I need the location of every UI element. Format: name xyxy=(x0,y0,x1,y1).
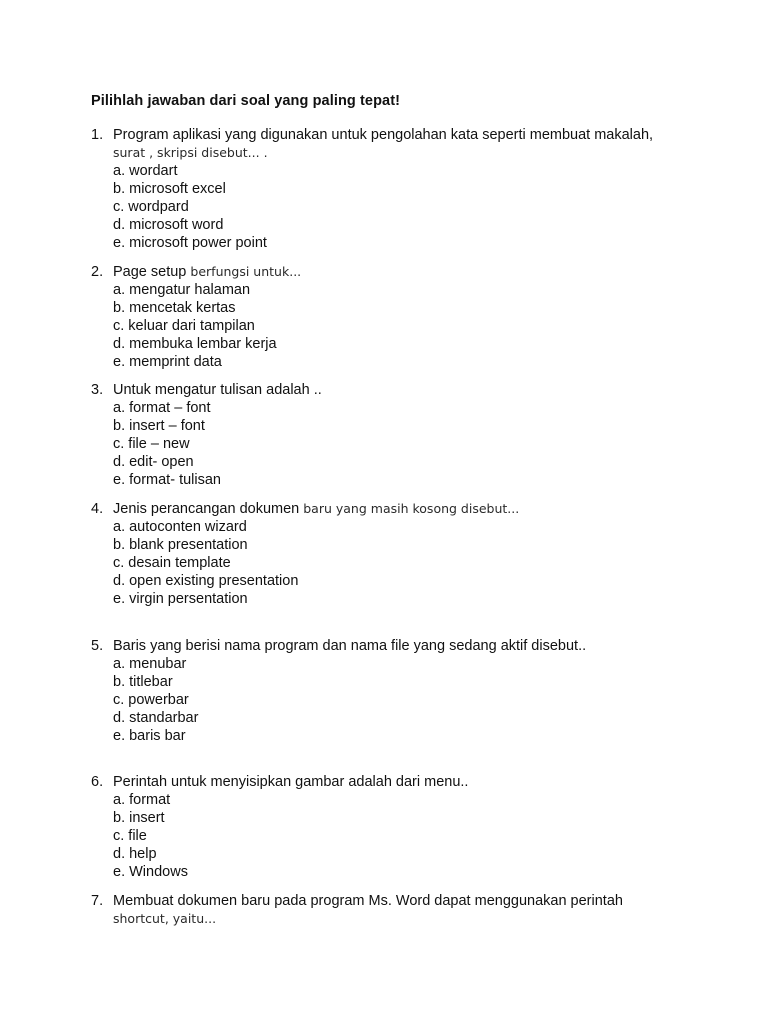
option-list xyxy=(91,791,711,881)
question-7 xyxy=(91,892,711,928)
option-b: b. microsoft excel xyxy=(113,181,226,197)
option-c: c. keluar dari tampilan xyxy=(113,318,255,334)
option-a: a. format – font xyxy=(113,400,211,416)
option-list xyxy=(91,281,711,371)
question-continuation: surat , skripsi disebut... . xyxy=(113,145,268,160)
question-number: 3. xyxy=(91,382,104,398)
question-text-tail: berfungsi untuk... xyxy=(190,264,302,279)
option-e: e. format- tulisan xyxy=(113,472,221,488)
question-text-wrap xyxy=(113,263,301,281)
question-continuation: shortcut, yaitu... xyxy=(113,911,217,926)
option-c: c. file xyxy=(113,828,147,844)
option-b: b. blank presentation xyxy=(113,537,248,553)
question-number: 2. xyxy=(91,264,104,280)
question-number: 7. xyxy=(91,893,104,909)
option-d: d. edit- open xyxy=(113,454,194,470)
option-list xyxy=(91,655,711,745)
option-list xyxy=(91,518,711,608)
question-6 xyxy=(91,773,711,881)
question-text-wrap xyxy=(113,500,519,518)
page-title: Pilihlah jawaban dari soal yang paling tepat! xyxy=(91,93,401,109)
question-1 xyxy=(91,126,711,252)
option-a: a. autoconten wizard xyxy=(113,519,247,535)
option-d: d. standarbar xyxy=(113,710,199,726)
question-line xyxy=(91,500,711,518)
option-a: a. wordart xyxy=(113,163,178,179)
option-c: c. wordpard xyxy=(113,199,189,215)
option-c: c. desain template xyxy=(113,555,231,571)
question-text: Baris yang berisi nama program dan nama file yang sedang aktif disebut.. xyxy=(113,638,587,654)
option-a: a. format xyxy=(113,792,171,808)
option-a: a. mengatur halaman xyxy=(113,282,251,298)
question-text: Page setup xyxy=(113,264,191,280)
question-text: Untuk mengatur tulisan adalah .. xyxy=(113,382,322,398)
option-c: c. file – new xyxy=(113,436,190,452)
option-b: b. insert – font xyxy=(113,418,205,434)
option-c: c. powerbar xyxy=(113,692,189,708)
question-number: 5. xyxy=(91,638,104,654)
question-5 xyxy=(91,637,711,745)
question-number: 4. xyxy=(91,501,104,517)
option-a: a. menubar xyxy=(113,656,187,672)
question-2 xyxy=(91,263,711,371)
option-b: b. insert xyxy=(113,810,165,826)
question-line xyxy=(91,773,711,791)
option-d: d. open existing presentation xyxy=(113,573,299,589)
question-line xyxy=(91,637,711,655)
question-line xyxy=(91,126,711,144)
question-4 xyxy=(91,500,711,608)
option-d: d. help xyxy=(113,846,157,862)
question-number: 6. xyxy=(91,774,104,790)
question-text-tail: baru yang masih kosong disebut... xyxy=(303,501,520,516)
option-e: e. microsoft power point xyxy=(113,235,267,251)
option-e: e. Windows xyxy=(113,864,188,880)
option-b: b. titlebar xyxy=(113,674,173,690)
question-3 xyxy=(91,381,711,489)
question-text: Perintah untuk menyisipkan gambar adalah dari menu.. xyxy=(113,774,469,790)
option-e: e. baris bar xyxy=(113,728,186,744)
option-d: d. microsoft word xyxy=(113,217,224,233)
question-text: Program aplikasi yang digunakan untuk pengolahan kata seperti membuat makalah, xyxy=(113,127,654,143)
option-e: e. memprint data xyxy=(113,354,222,370)
question-text: Jenis perancangan dokumen xyxy=(113,501,304,517)
option-list xyxy=(91,399,711,489)
option-list xyxy=(91,162,711,252)
question-number: 1. xyxy=(91,127,104,143)
question-text: Membuat dokumen baru pada program Ms. Word dapat menggunakan perintah xyxy=(113,893,623,909)
question-line xyxy=(91,381,711,399)
option-d: d. membuka lembar kerja xyxy=(113,336,277,352)
option-b: b. mencetak kertas xyxy=(113,300,236,316)
question-line xyxy=(91,892,711,910)
option-e: e. virgin persentation xyxy=(113,591,248,607)
question-line xyxy=(91,263,711,281)
